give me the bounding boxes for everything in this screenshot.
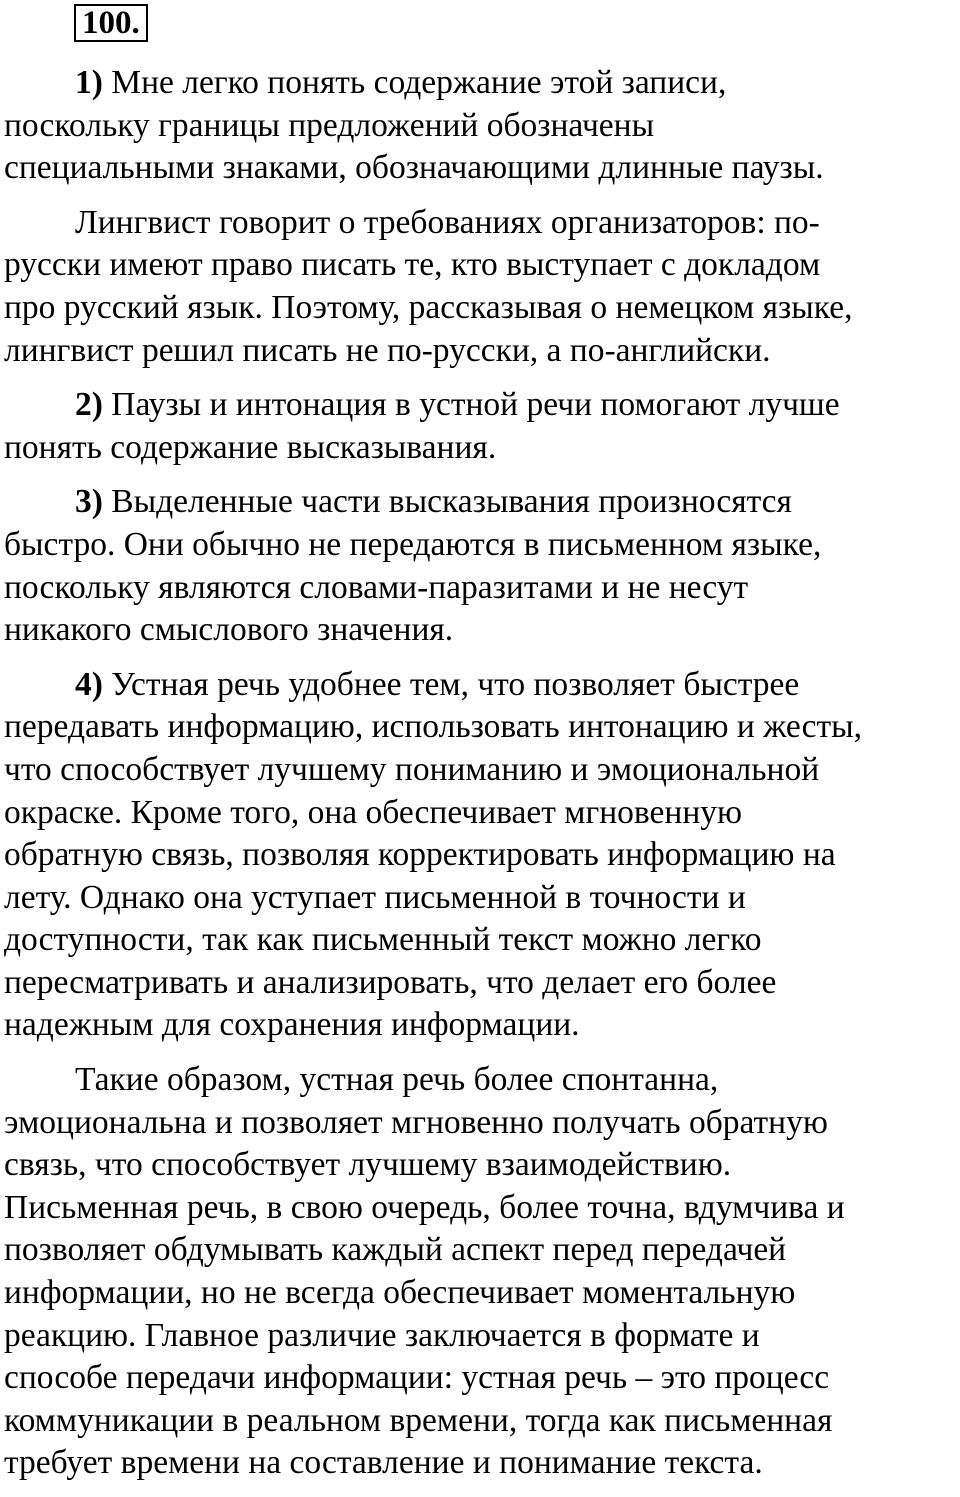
text-line: русски имеют право писать те, кто выступает с докладом: [4, 246, 821, 284]
text-line: пересматривать и анализировать, что делает его более: [4, 963, 777, 1001]
text-line: окраске. Кроме того, она обеспечивает мгновенную: [4, 793, 743, 831]
text-line: лингвист решил писать не по-русски, а по-английски.: [4, 331, 771, 369]
text-line: Такие образом, устная речь более спонтанна,: [75, 1061, 719, 1099]
text-line: Письменная речь, в свою очередь, более точна, вдумчива и: [4, 1188, 845, 1226]
item-number: 4): [75, 665, 103, 703]
text-line: 2) Паузы и интонация в устной речи помогают лучше: [75, 386, 840, 424]
paragraph-3: [4, 384, 960, 469]
text-line: коммуникации в реальном времени, тогда как письменная: [4, 1401, 833, 1439]
item-number: 3): [75, 483, 103, 521]
text-line: доступности, так как письменный текст можно легко: [4, 921, 762, 959]
paragraph-1: [4, 62, 960, 190]
item-number: 2): [75, 386, 103, 424]
text-line: передавать информацию, использовать интонацию и жесты,: [4, 708, 863, 746]
text-line: поскольку границы предложений обозначены: [4, 106, 655, 144]
answer-text: [4, 62, 960, 1497]
text-line: эмоциональна и позволяет мгновенно получать обратную: [4, 1103, 828, 1141]
text-line: информации, но не всегда обеспечивает моментальную: [4, 1274, 796, 1312]
item-number: 1): [75, 64, 103, 101]
paragraph-5: [4, 664, 960, 1047]
paragraph-2: [4, 202, 960, 372]
text-line: обратную связь, позволяя корректировать информацию на: [4, 836, 836, 874]
text-line: 4) Устная речь удобнее тем, что позволяет быстрее: [75, 665, 800, 703]
text-line: что способствует лучшему пониманию и эмоциональной: [4, 750, 820, 788]
text-line: специальными знаками, обозначающими длинные паузы.: [4, 149, 824, 187]
text-line: надежным для сохранения информации.: [4, 1006, 580, 1044]
task-number: 100: [82, 5, 132, 41]
text-line: никакого смыслового значения.: [4, 611, 454, 649]
text-line: требует времени на составление и понимание текста.: [4, 1444, 763, 1482]
text-line: способе передачи информации: устная речь – это процесс: [4, 1359, 830, 1397]
paragraph-4: [4, 481, 960, 651]
paragraph-6: [4, 1059, 960, 1485]
text-line: 3) Выделенные части высказывания произносятся: [75, 483, 792, 521]
text-line: связь, что способствует лучшему взаимодействию.: [4, 1146, 732, 1184]
task-number-dot: .: [131, 5, 140, 41]
text-line: про русский язык. Поэтому, рассказывая о немецком языке,: [4, 288, 853, 326]
text-line: 1) Мне легко понять содержание этой записи,: [75, 64, 727, 101]
text-line: реакцию. Главное различие заключается в формате и: [4, 1316, 760, 1354]
text-line: понять содержание высказывания.: [4, 428, 497, 466]
text-line: позволяет обдумывать каждый аспект перед передачей: [4, 1231, 787, 1269]
task-number-box: [74, 4, 148, 42]
text-line: быстро. Они обычно не передаются в письменном языке,: [4, 525, 822, 563]
text-line: лету. Однако она уступает письменной в точности и: [4, 878, 746, 916]
text-line: Лингвист говорит о требованиях организаторов: по-: [75, 203, 820, 241]
text-line: поскольку являются словами-паразитами и не несут: [4, 568, 749, 606]
